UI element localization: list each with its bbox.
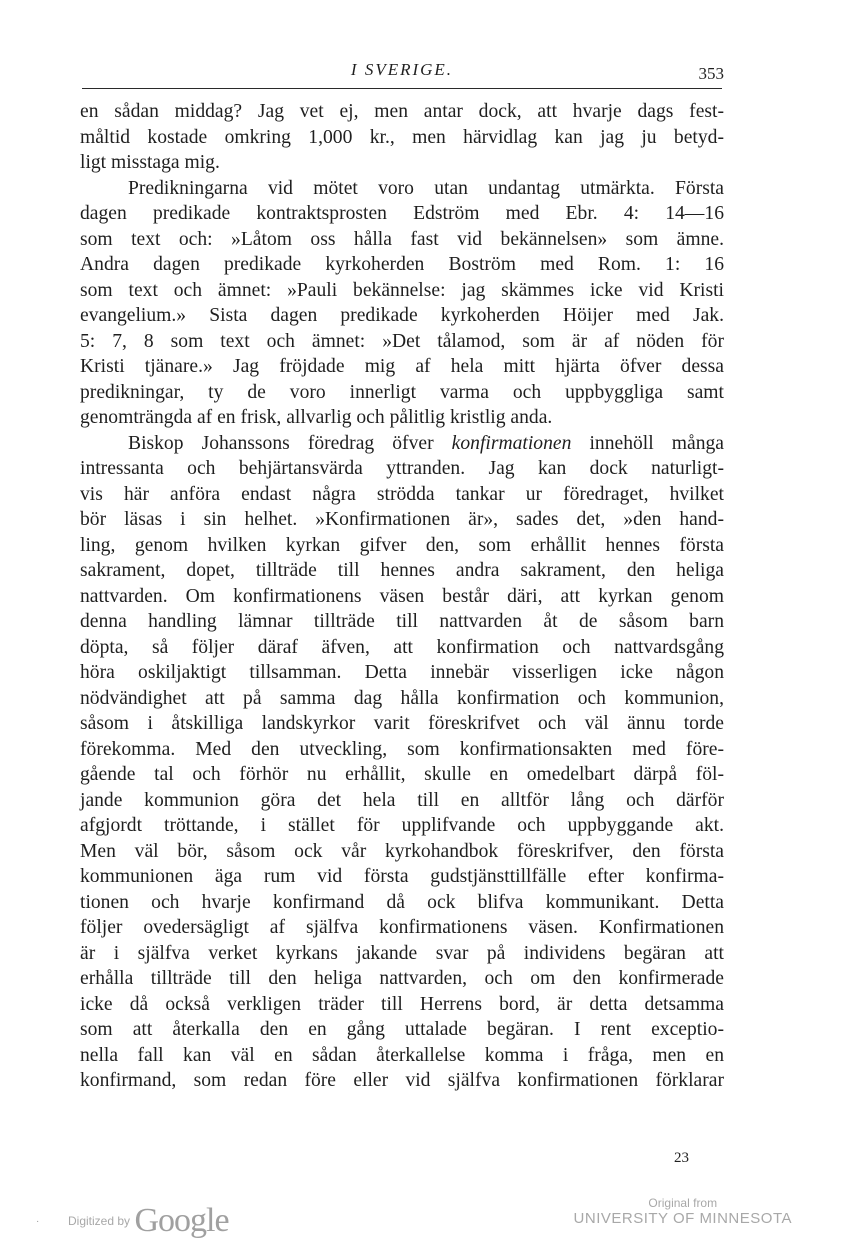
running-head	[80, 60, 724, 88]
text-line: ligt misstaga mig.	[80, 152, 220, 173]
text-line: 5: 7, 8 som text och ämnet: »Det tålamod, som är af nöden för	[80, 330, 724, 352]
text-line: konfirmand, som redan före eller vid själfva konfirmationen förklarar	[80, 1070, 724, 1091]
text-line: dagen predikade kontraktsprosten Edström med Ebr. 4: 14—16	[80, 203, 724, 224]
original-from-label: Original from	[648, 1196, 718, 1210]
text-line-konfirmationen	[80, 431, 724, 457]
text-line: döpta, så följer däraf äfven, att konfirmation och nattvardsgång	[80, 636, 724, 658]
signature-mark: 23	[674, 1150, 689, 1166]
text-line: nella fall kan väl en sådan återkallelse komma i fråga, men en	[80, 1044, 724, 1066]
text-line: Predikningarna vid mötet voro utan undantag utmärkta. Första	[128, 177, 724, 199]
scan-dot: ·	[36, 1216, 40, 1227]
text-line: nödvändighet att på samma dag hålla konfirmation och kommunion,	[80, 687, 724, 709]
italic-term: konfirmationen	[451, 432, 572, 454]
text-line: icke då också verkligen träder till Herrens bord, är detta detsamma	[80, 993, 724, 1015]
text-line: gående tal och förhör nu erhållit, skulle en omedelbart därpå föl-	[80, 764, 724, 785]
digitized-by-label: Digitized by	[68, 1214, 131, 1228]
text-line: höra oskiljaktigt tillsamman. Detta innebär visserligen icke någon	[80, 662, 724, 683]
text-line: genomträngda af en frisk, allvarlig och pålitlig kristlig anda.	[80, 407, 553, 428]
text-line: erhålla tillträde till den heliga nattvarden, och om den konfirmerade	[80, 968, 724, 989]
scan-footer	[0, 1180, 854, 1240]
text-line: evangelium.» Sista dagen predikade kyrkoherden Höijer med Jak.	[80, 305, 724, 326]
google-logo: Google	[134, 1202, 229, 1239]
text-line: som att återkalla den en gång uttalade begäran. I rent exceptio-	[80, 1019, 724, 1040]
text-line: som text och ämnet: »Pauli bekännelse: jag skämmes icke vid Kristi	[80, 279, 724, 301]
text-line: förekomma. Med den utveckling, som konfirmationsakten med före-	[80, 738, 724, 760]
text-line: är i själfva verket kyrkans jakande svar på individens begäran att	[80, 942, 724, 964]
text-line: följer ovedersägligt af själfva konfirmationens väsen. Konfirmationen	[80, 917, 724, 938]
text-line: Men väl bör, såsom ock vår kyrkohandbok föreskrifver, den första	[80, 840, 724, 862]
text-line: bör läsas i sin helhet. »Konfirmationen är», sades det, »den hand-	[80, 509, 724, 530]
page-number: 353	[698, 64, 724, 83]
line-start: Biskop Johanssons föredrag öfver konfirmationen innehöll många	[128, 432, 724, 454]
text-line: såsom i åtskilliga landskyrkor varit föreskrifvet och väl ännu torde	[80, 713, 724, 734]
university-label: UNIVERSITY OF MINNESOTA	[573, 1210, 792, 1227]
text-line: måltid kostade omkring 1,000 kr., men härvidlag kan jag ju betyd-	[80, 126, 724, 148]
text-line: predikningar, ty de voro innerligt varma och uppbyggliga samt	[80, 381, 724, 403]
text-line: jande kommunion göra det hela till en alltför lång och därför	[80, 789, 724, 811]
text-line: intressanta och behjärtansvärda yttranden. Jag kan dock naturligt-	[80, 458, 724, 479]
text-line: Andra dagen predikade kyrkoherden Boström med Rom. 1: 16	[80, 254, 724, 275]
text-line: tionen och hvarje konfirmand då ock blifva kommunikant. Detta	[80, 891, 724, 913]
text-line: Kristi tjänare.» Jag fröjdade mig af hela mitt hjärta öfver dessa	[80, 356, 724, 377]
header-rule	[82, 88, 722, 89]
digitized-by-watermark	[68, 1202, 229, 1240]
text-line: kommunionen äga rum vid första gudstjänsttillfälle efter konfirma-	[80, 866, 724, 887]
text-line: vis här anföra endast några strödda tankar ur föredraget, hvilket	[80, 483, 724, 505]
text-line: nattvarden. Om konfirmationens väsen består däri, att kyrkan genom	[80, 585, 724, 607]
text-line: ling, genom hvilken kyrkan gifver den, som erhållit hennes första	[80, 534, 724, 556]
text-line: en sådan middag? Jag vet ej, men antar dock, att hvarje dags fest-	[80, 101, 724, 122]
body-text	[80, 99, 724, 1094]
text-line: som text och: »Låtom oss hålla fast vid bekännelsen» som ämne.	[80, 228, 724, 250]
text-line: afgjordt tröttande, i stället för upplifvande och uppbyggande akt.	[80, 815, 724, 836]
text-line: sakrament, dopet, tillträde till hennes andra sakrament, den heliga	[80, 560, 724, 581]
running-title: I SVERIGE.	[350, 60, 454, 79]
original-from-watermark	[574, 1196, 792, 1227]
text-line: denna handling lämnar tillträde till nattvarden åt de såsom barn	[80, 611, 724, 632]
